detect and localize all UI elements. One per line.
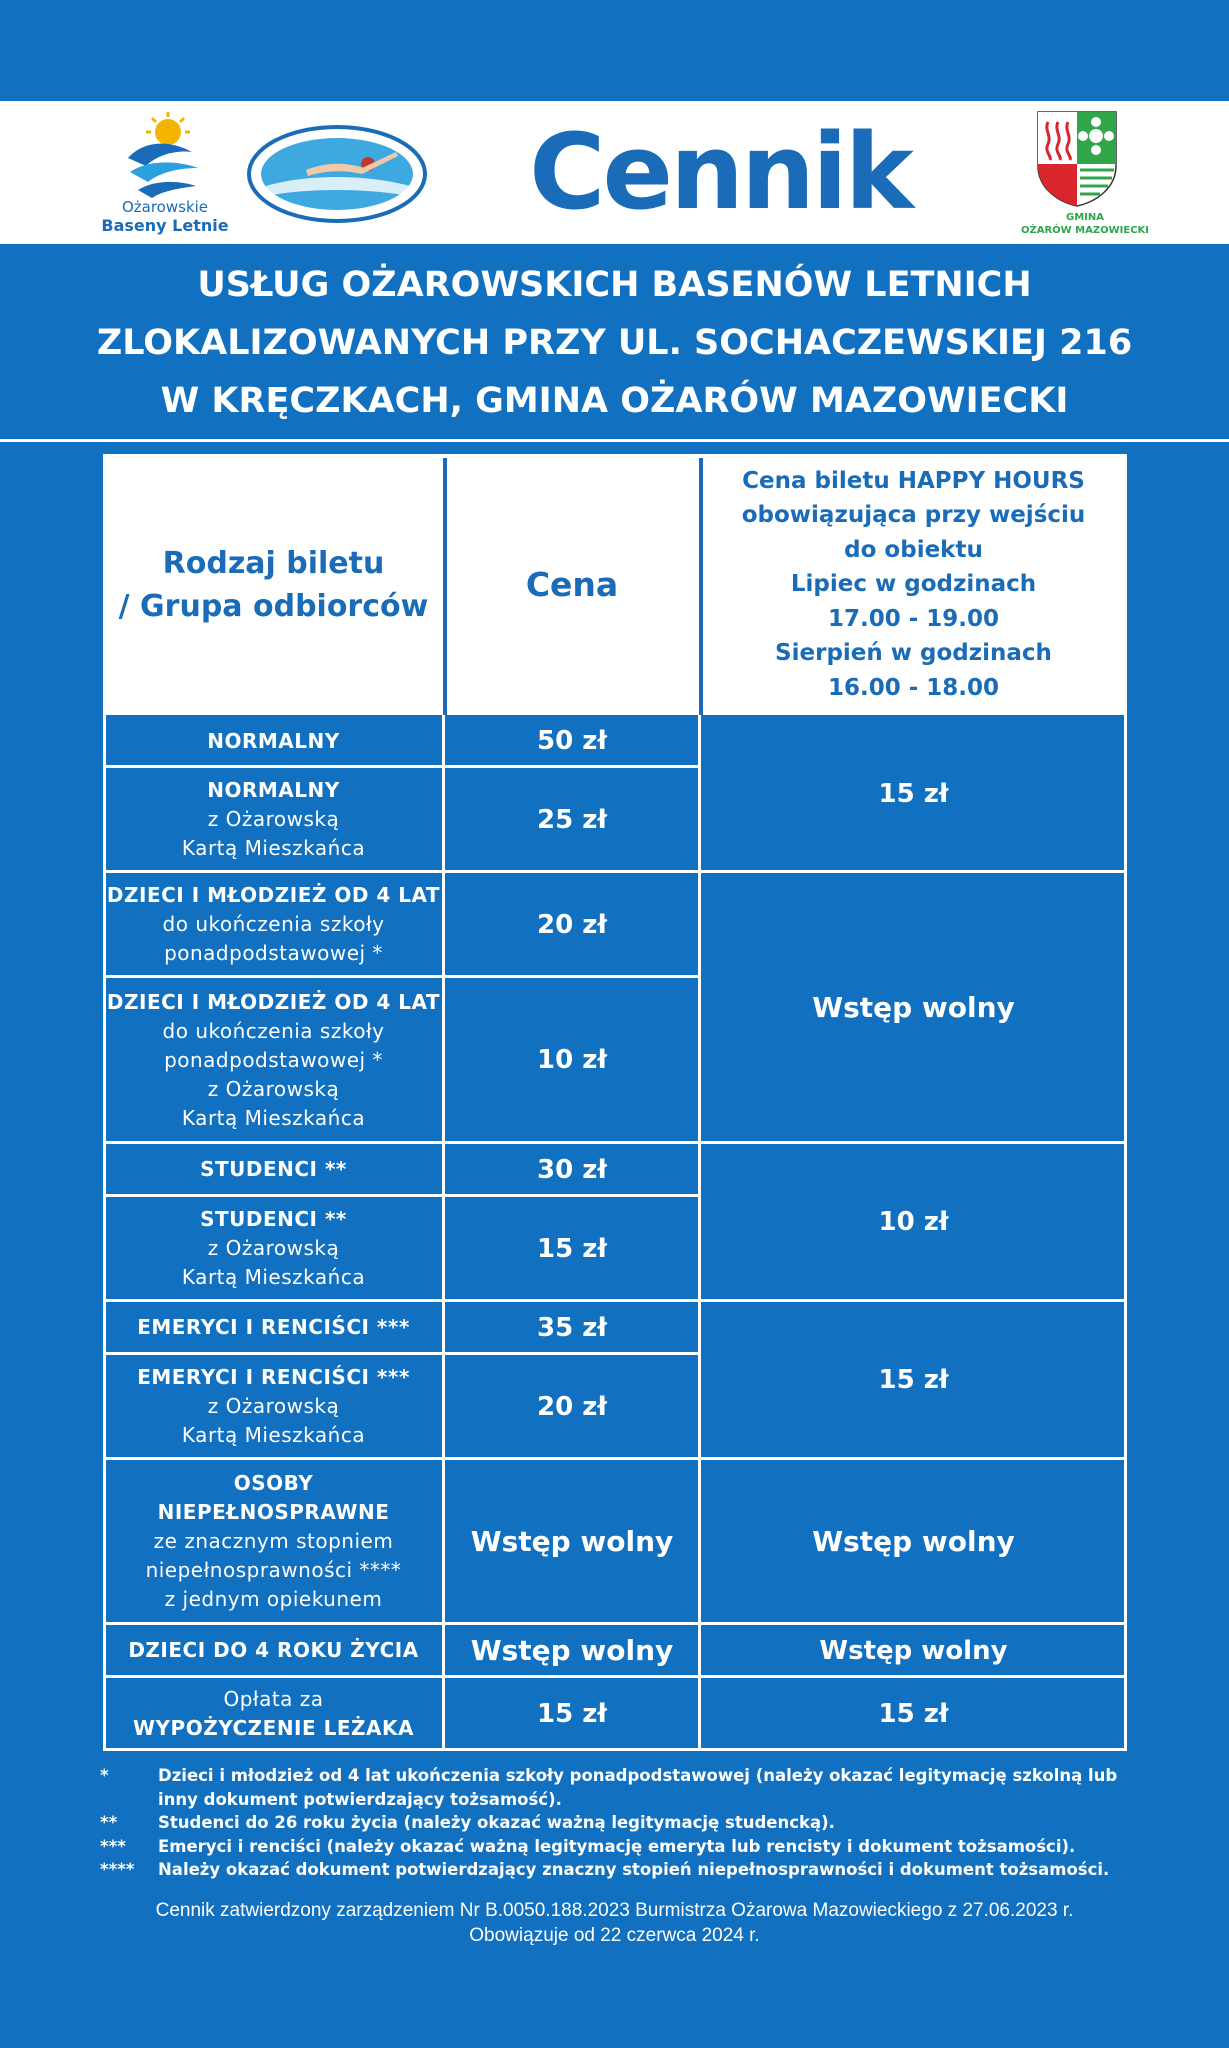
row-label-line: EMERYCI I RENCIŚCI *** [137, 1365, 410, 1389]
row-label-line: EMERYCI I RENCIŚCI *** [137, 1315, 410, 1339]
coat-of-arms-icon [1020, 108, 1150, 208]
happy-hours-children: Wstęp wolny [700, 872, 1127, 1143]
header-happy-hours-line5: 17.00 - 19.00 [827, 605, 1000, 632]
row-price: Wstęp wolny [444, 1459, 700, 1624]
gmina-logo-line1: GMINA [1066, 212, 1104, 223]
table-divider [103, 1299, 1127, 1302]
approval-line2: Obowiązuje od 22 czerwca 2024 r. [469, 1925, 760, 1946]
footnote [100, 1764, 1140, 1811]
header-happy-hours-line6: Sierpień w godzinach [775, 640, 1052, 667]
header-happy-hours-line2: obowiązująca przy wejściu [741, 502, 1086, 529]
header-happy-hours-line4: Lipiec w godzinach [790, 571, 1037, 598]
table-divider [103, 1622, 1127, 1625]
row-label-sub: Kartą Mieszkańca [181, 1105, 366, 1130]
sun-wave-icon [100, 110, 230, 200]
happy-hours-normal: 15 zł [700, 715, 1127, 872]
table-divider [103, 1675, 1127, 1678]
row-price: 20 zł [444, 1354, 700, 1459]
row-label-line: WYPOŻYCZENIE LEŻAKA [133, 1716, 414, 1740]
table-border [103, 1748, 1127, 1751]
row-label [103, 1196, 444, 1301]
table-divider [103, 1141, 1127, 1144]
row-label-sub: Opłata za [223, 1687, 324, 1711]
footnote-mark: *** [100, 1836, 126, 1856]
row-price: 50 zł [444, 715, 700, 767]
table-divider [103, 765, 700, 768]
footnote-text: Należy okazać dokument potwierdzający znaczny stopień niepełnosprawności i dokument tożsamości. [158, 1860, 1110, 1879]
row-label-sub: Kartą Mieszkańca [181, 1265, 366, 1289]
row-label-sub: z Ożarowską [207, 1076, 340, 1101]
footnote [100, 1811, 1140, 1835]
header-divider [443, 458, 447, 715]
header-ticket-type [103, 454, 444, 715]
row-label-sub: ponadpodstawowej * [164, 1047, 383, 1072]
row-label-sub: z Ożarowską [207, 1394, 340, 1418]
subtitle [0, 256, 1229, 430]
header-price [444, 454, 700, 715]
row-label [103, 715, 444, 767]
happy-hours-students: 10 zł [700, 1143, 1127, 1301]
row-price: 30 zł [444, 1143, 700, 1196]
footnote-text: Studenci do 26 roku życia (należy okazać ważną legitymację studencką). [158, 1813, 835, 1832]
row-label-line: STUDENCI ** [200, 1207, 347, 1231]
row-label-line: NIEPEŁNOSPRAWNE [157, 1500, 390, 1524]
footnote-mark: * [100, 1766, 109, 1785]
baseny-logo-line1: Ożarowskie [121, 198, 209, 216]
row-label [103, 1677, 444, 1751]
row-price: 10 zł [444, 977, 700, 1143]
row-price: Wstęp wolny [444, 1624, 700, 1677]
row-label-sub: ponadpodstawowej * [164, 941, 383, 965]
gmina-logo-line2: OŻARÓW MAZOWIECKI [1020, 225, 1150, 236]
row-label [103, 1143, 444, 1196]
gosir-logo [246, 124, 428, 224]
header-price-label: Cena [525, 565, 619, 604]
table-divider [103, 1457, 1127, 1460]
header-ticket-type-line2: / Grupa odbiorców [118, 588, 429, 624]
row-label-sub: do ukończenia szkoły [162, 912, 385, 936]
header-divider [699, 458, 703, 715]
row-label [103, 1459, 444, 1624]
header-ticket-type-line1: Rodzaj biletu [162, 545, 385, 581]
footnote-mark: **** [100, 1860, 135, 1879]
row-label-sub: do ukończenia szkoły [162, 1018, 385, 1043]
baseny-letnie-logo [100, 110, 230, 240]
footnote-mark: ** [100, 1813, 118, 1832]
row-label [103, 872, 444, 977]
table-divider [103, 1194, 700, 1197]
gmina-logo [1020, 108, 1150, 242]
row-price: 25 zł [444, 767, 700, 872]
subtitle-line1: USŁUG OŻAROWSKICH BASENÓW LETNICH [197, 265, 1032, 305]
row-label [103, 1301, 444, 1354]
row-label-sub: ze znacznym stopniem [153, 1529, 394, 1553]
baseny-logo-line2: Baseny Letnie [101, 216, 229, 235]
footnote [100, 1835, 1140, 1859]
row-label-sub: Kartą Mieszkańca [181, 1423, 366, 1447]
happy-hours-deckchair: 15 zł [700, 1677, 1127, 1751]
price-table [103, 454, 1127, 1751]
header-happy-hours-line3: do obiektu [844, 536, 983, 563]
happy-hours-under4: Wstęp wolny [700, 1624, 1127, 1677]
row-price: 35 zł [444, 1301, 700, 1354]
separator-line [0, 439, 1229, 442]
footnote-text: Dzieci i młodzież od 4 lat ukończenia szkoły ponadpodstawowej (należy okazać legitymację szkolną lub inny dokument potwierdzający tożsamość). [158, 1766, 1118, 1809]
row-label-line: NORMALNY [207, 728, 340, 753]
table-divider [103, 870, 1127, 873]
footnotes [100, 1764, 1140, 1882]
happy-hours-seniors: 15 zł [700, 1301, 1127, 1459]
row-label-line: STUDENCI ** [200, 1157, 347, 1181]
subtitle-line3: W KRĘCZKACH, GMINA OŻARÓW MAZOWIECKI [160, 381, 1069, 421]
row-label [103, 767, 444, 872]
row-label [103, 1624, 444, 1677]
row-price: 15 zł [444, 1677, 700, 1751]
row-label-sub: Kartą Mieszkańca [181, 836, 366, 860]
table-divider [103, 975, 700, 978]
header-happy-hours-line7: 16.00 - 18.00 [827, 674, 1000, 701]
row-label-sub: z Ożarowską [207, 807, 340, 831]
row-label [103, 1354, 444, 1459]
row-label-sub: z Ożarowską [207, 1236, 340, 1260]
header-happy-hours-line1: Cena biletu HAPPY HOURS [742, 467, 1085, 494]
happy-hours-disabled: Wstęp wolny [700, 1459, 1127, 1624]
row-price: 20 zł [444, 872, 700, 977]
footnote-text: Emeryci i renciści (należy okazać ważną legitymację emeryta lub rencisty i dokument tożsamości). [158, 1836, 1076, 1856]
approval-line1: Cennik zatwierdzony zarządzeniem Nr B.0050.188.2023 Burmistrza Ożarowa Mazowieckiego z 27.06.2023 r. [155, 1900, 1074, 1921]
row-label-sub: niepełnosprawności **** [145, 1558, 402, 1582]
row-label-line: NORMALNY [207, 778, 340, 802]
row-label-sub: z jednym opiekunem [164, 1587, 383, 1611]
approval-note [0, 1898, 1229, 1948]
row-label-line: OSOBY [233, 1471, 314, 1495]
subtitle-line2: ZLOKALIZOWANYCH PRZY UL. SOCHACZEWSKIEJ 216 [96, 323, 1133, 363]
row-price: 15 zł [444, 1196, 700, 1301]
row-label-line: DZIECI I MŁODZIEŻ OD 4 LAT [106, 883, 441, 907]
table-divider [103, 1352, 700, 1355]
footnote [100, 1858, 1140, 1882]
header-happy-hours [700, 454, 1127, 715]
page-title: Cennik [529, 111, 911, 233]
row-label [103, 977, 444, 1143]
row-label-line: DZIECI I MŁODZIEŻ OD 4 LAT [106, 989, 441, 1014]
row-label-line: DZIECI DO 4 ROKU ŻYCIA [128, 1638, 419, 1662]
